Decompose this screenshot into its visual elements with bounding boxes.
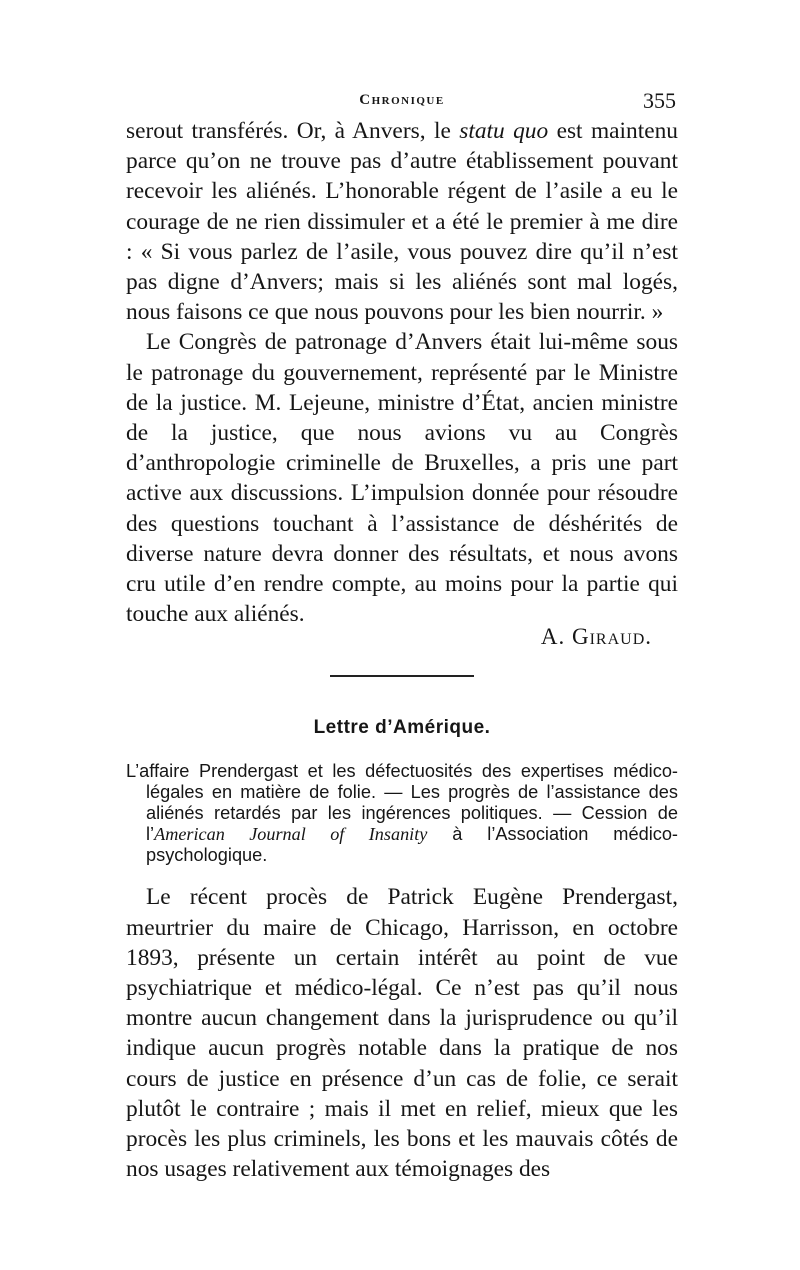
paragraph-3-text: Le récent procès de Patrick Eugène Prendergast, meurtrier du maire de Chicago, Harrisson, en octobre 1893, présente un certain intérêt au point de vue psychiatrique et médico-légal. Ce n’est pas qu’il nous montre aucun changement dans la jurisprudence ou qu’il indique aucun progrès notable dans la pratique de nos cours de justice en présence d’un cas de folie, ce serait plutôt le contraire ; mais il met en relief, mieux que les procès les plus criminels, les bons et les mauvais côtés de nos usages relativement aux témoignages des [126,884,678,1183]
section-title: Lettre d’Amérique. [313,717,491,739]
paragraph-3 [126,882,678,1184]
section-summary [126,761,678,866]
paragraph-2 [126,327,678,629]
document-page [126,88,678,1184]
summary-text-b: à l’Association médico-psychologique. [146,824,678,866]
paragraph-1-italic: statu quo [459,118,549,144]
signature: A. Giraud. [540,624,652,650]
paragraph-1 [126,116,678,327]
paragraph-1-text-a: serout transférés. Or, à Anvers, le [126,118,460,144]
summary-text-a: L’affaire Prendergast et les défectuosités des expertises médico-légales en matière de folie. — Les progrès de l’assistance des aliénés retardés par les ingérences politiques. — Cession de l’ [126,761,678,845]
paragraph-2-text: Le Congrès de patronage d’Anvers était lui-même sous le patronage du gouvernement, représenté par le Ministre de la justice. M. Lejeune, ministre d’État, ancien ministre de la justice, que nous avions vu au Congrès d’anthropologie criminelle de Bruxelles, a pris une part active aux discussions. L’impulsion donnée pour résoudre des questions touchant à l’assistance de déshérités de diverse nature devra donner des résultats, et nous avons cru utile d’en rendre compte, au moins pour la partie qui touche aux aliénés. [126,329,678,628]
paragraph-1-text-b: est maintenu parce qu’on ne trouve pas d’autre établissement pouvant recevoir les aliénés. L’honorable régent de l’asile a eu le courage de ne rien dissimuler et a été le premier à me dire : « Si vous parlez de l’asile, vous pouvez dire qu’il n’est pas digne d’Anvers; mais si les aliénés sont mal logés, nous faisons ce que nous pouvons pour les bien nourrir. » [126,118,678,326]
running-header [126,88,678,116]
summary-journal-title: American Journal of Insanity [154,824,428,845]
running-title: Chronique [359,92,445,108]
section-divider [330,675,474,677]
page-number: 355 [643,88,676,113]
